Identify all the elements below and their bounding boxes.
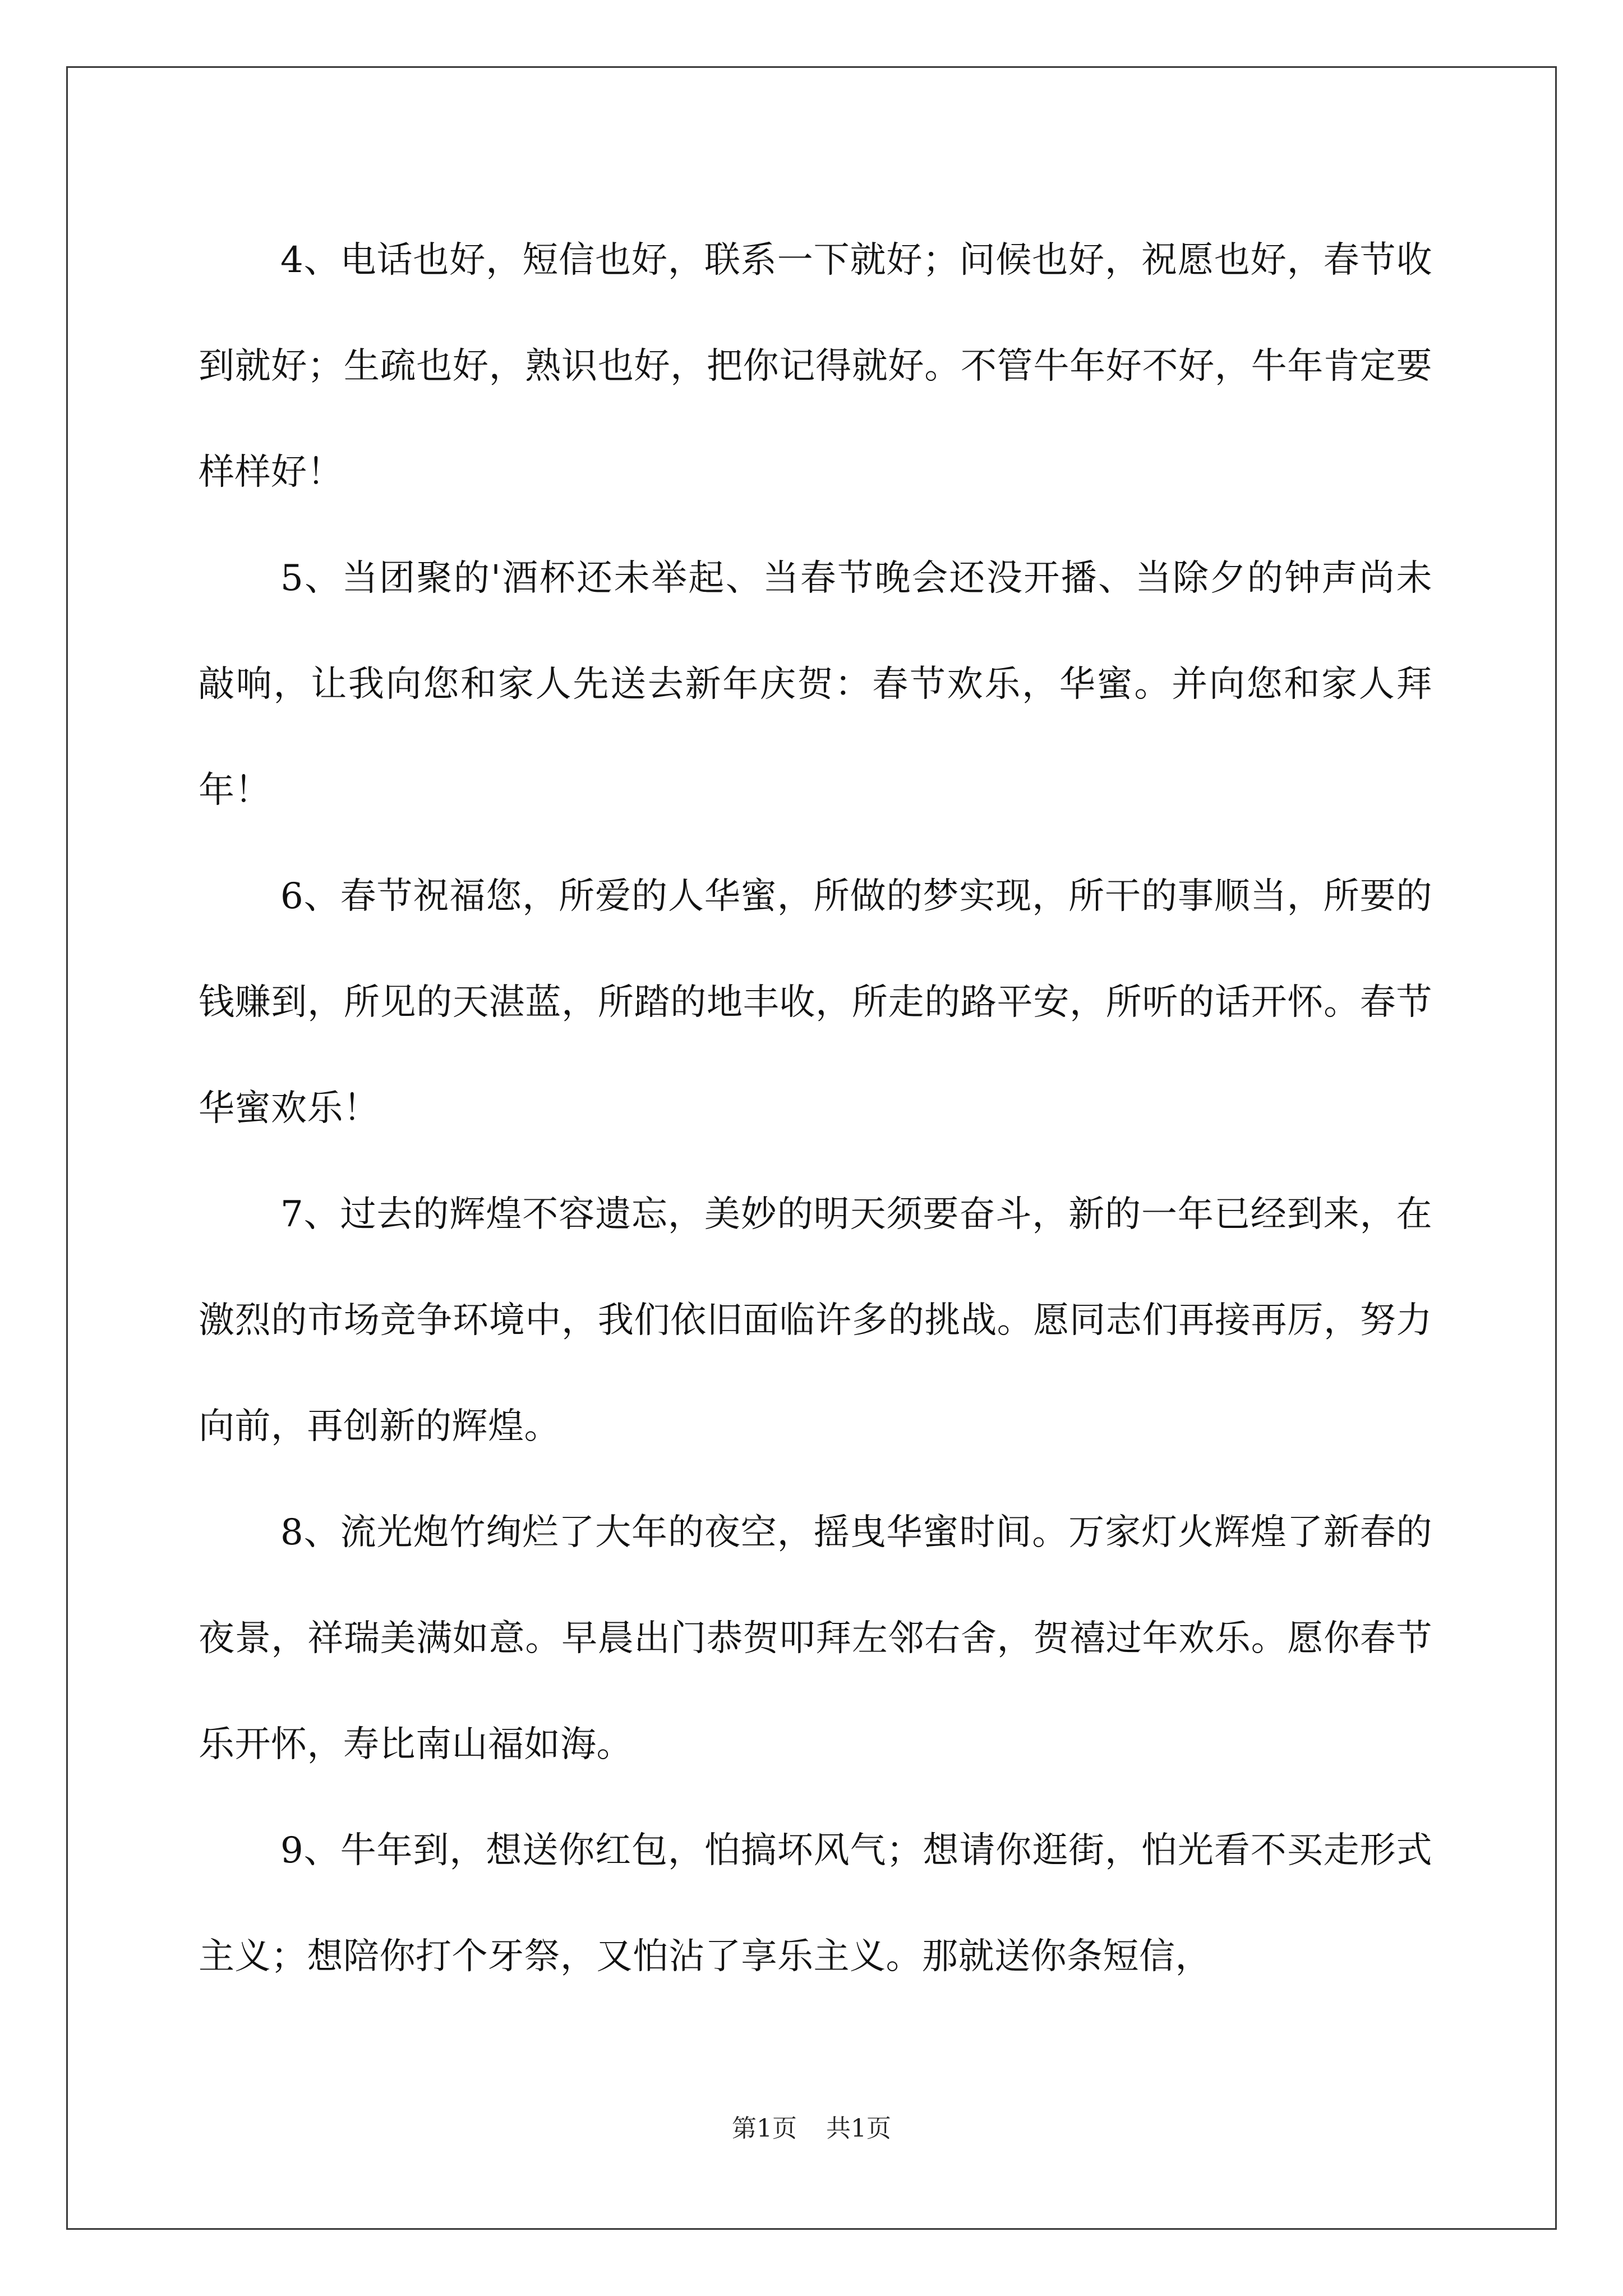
paragraph-8: 8、流光炮竹绚烂了大年的夜空，摇曳华蜜时间。万家灯火辉煌了新春的夜景，祥瑞美满如意。早晨出门恭贺叩拜左邻右舍，贺禧过年欢乐。愿你春节乐开怀，寿比南山福如海。 <box>199 1512 1432 1765</box>
page-number: 第1页 <box>732 2114 797 2143</box>
page-total: 共1页 <box>826 2114 891 2143</box>
paragraph-5: 5、当团聚的'酒杯还未举起、当春节晚会还没开播、当除夕的钟声尚未敲响，让我向您和家人先送去新年庆贺：春节欢乐，华蜜。并向您和家人拜年！ <box>199 558 1432 811</box>
paragraph-4: 4、电话也好，短信也好，联系一下就好；问候也好，祝愿也好，春节收到就好；生疏也好，熟识也好，把你记得就好。不管牛年好不好，牛年肯定要样样好！ <box>199 240 1432 493</box>
page-footer <box>0 2112 1623 2146</box>
paragraph-7: 7、过去的辉煌不容遗忘，美妙的明天须要奋斗，新的一年已经到来，在激烈的市场竞争环境中，我们依旧面临许多的挑战。愿同志们再接再厉，努力向前，再创新的辉煌。 <box>199 1194 1432 1447</box>
document-body <box>199 208 1432 2010</box>
paragraph-9: 9、牛年到，想送你红包，怕搞坏风气；想请你逛街，怕光看不买走形式主义；想陪你打个牙祭，又怕沾了享乐主义。那就送你条短信， <box>199 1830 1432 1977</box>
paragraph-6: 6、春节祝福您，所爱的人华蜜，所做的梦实现，所干的事顺当，所要的钱赚到，所见的天湛蓝，所踏的地丰收，所走的路平安，所听的话开怀。春节华蜜欢乐！ <box>199 876 1432 1129</box>
